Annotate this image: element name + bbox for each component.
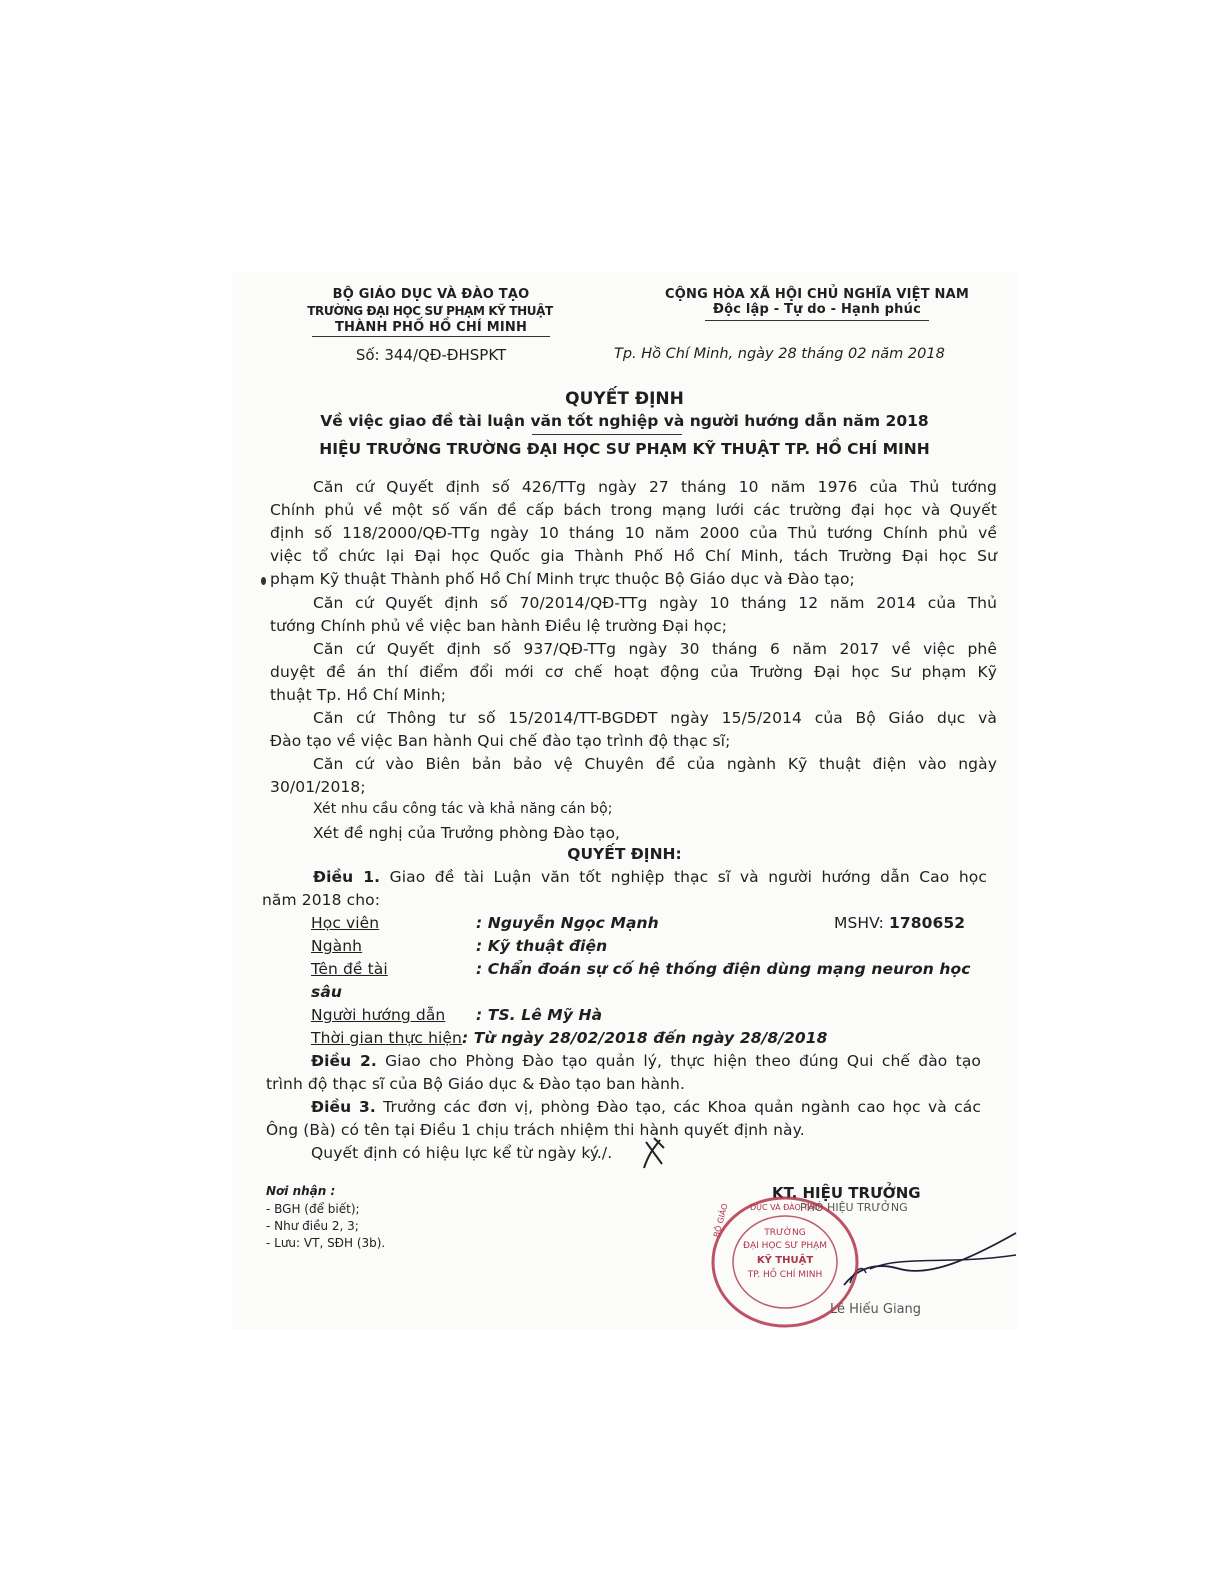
topic-label: Tên đề tài — [311, 960, 388, 978]
signature-role: KT. HIỆU TRƯỞNG — [772, 1184, 921, 1202]
article-3-line: Ông (Bà) có tên tại Điều 1 chịu trách nhiệm thi hành quyết định này. — [266, 1121, 805, 1139]
preamble-line: Căn cứ Thông tư số 15/2014/TT-BGDĐT ngày 15/5/2014 của Bộ Giáo dục và — [313, 709, 997, 727]
stamp-line: TP. HỒ CHÍ MINH — [747, 1270, 823, 1280]
advisor-label: Người hướng dẫn — [311, 1006, 446, 1024]
header-country: CỘNG HÒA XÃ HỘI CHỦ NGHĨA VIỆT NAM — [665, 287, 969, 302]
issuing-authority: HIỆU TRƯỞNG TRƯỜNG ĐẠI HỌC SƯ PHẠM KỸ THUẬT TP. HỒ CHÍ MINH — [319, 440, 930, 458]
topic-value: : Chẩn đoán sự cố hệ thống điện dùng mạng neuron học — [476, 960, 971, 978]
recipient-item: - Lưu: VT, SĐH (3b). — [266, 1236, 386, 1250]
stamp-ring-left: BỘ GIÁO — [712, 1202, 730, 1239]
preamble-line: 30/01/2018; — [270, 778, 366, 796]
decision-heading: QUYẾT ĐỊNH: — [567, 845, 682, 863]
preamble-line: tướng Chính phủ về việc ban hành Điều lệ trường Đại học; — [270, 617, 728, 635]
header-city: THÀNH PHỐ HỒ CHÍ MINH — [312, 320, 550, 337]
header-ministry: BỘ GIÁO DỤC VÀ ĐÀO TẠO — [332, 287, 530, 302]
recipient-item: - BGH (để biết); — [266, 1202, 360, 1216]
preamble-line: thuật Tp. Hồ Chí Minh; — [270, 686, 447, 704]
preamble-line: Chính phủ về một số vấn đề cấp bách trong mạng lưới các trường đại học và Quyết — [270, 501, 997, 519]
major-value: : Kỹ thuật điện — [476, 937, 608, 955]
article-3-label: Điều 3. — [311, 1098, 376, 1116]
preamble-line: Căn cứ vào Biên bản bảo vệ Chuyên đề của ngành Kỹ thuật điện vào ngày — [313, 755, 997, 773]
student-id-value: 1780652 — [888, 914, 966, 932]
recipient-item: - Như điều 2, 3; — [266, 1219, 359, 1233]
recipients-title: Nơi nhận : — [266, 1184, 336, 1198]
article-1-line — [313, 868, 987, 886]
preamble-line: duyệt đề án thí điểm đổi mới cơ chế hoạt động của Trường Đại học Sư phạm Kỹ — [270, 663, 997, 681]
advisor-value: : TS. Lê Mỹ Hà — [476, 1006, 603, 1024]
article-2-label: Điều 2. — [311, 1052, 377, 1070]
official-stamp — [708, 1194, 862, 1330]
student-id — [834, 914, 965, 932]
article-3-text: Trưởng các đơn vị, phòng Đào tạo, các Khoa quản ngành cao học và các — [375, 1098, 981, 1116]
initial-mark-icon — [640, 1134, 670, 1172]
period-label: Thời gian thực hiện — [311, 1029, 462, 1047]
major-label: Ngành — [311, 937, 363, 955]
preamble-line: định số 118/2000/QĐ-TTg ngày 10 tháng 10 năm 2000 của Thủ tướng Chính phủ về — [270, 524, 997, 542]
preamble-line: Căn cứ Quyết định số 426/TTg ngày 27 tháng 10 năm 1976 của Thủ tướng — [313, 478, 997, 496]
period-line — [311, 1029, 828, 1047]
margin-dot — [261, 577, 266, 585]
article-2-line — [311, 1052, 981, 1070]
signatory-name: Lê Hiếu Giang — [830, 1302, 922, 1317]
preamble-line: Căn cứ Quyết định số 70/2014/QĐ-TTg ngày 10 tháng 12 năm 2014 của Thủ — [313, 594, 997, 612]
preamble-line: Xét đề nghị của Trưởng phòng Đào tạo, — [313, 824, 621, 842]
preamble-line: Xét nhu cầu công tác và khả năng cán bộ; — [313, 801, 613, 817]
header-university: TRƯỜNG ĐẠI HỌC SƯ PHẠM KỸ THUẬT — [307, 304, 553, 318]
document-subject: Về việc giao đề tài luận văn tốt nghiệp và người hướng dẫn năm 2018 — [320, 412, 929, 430]
student-label: Học viên — [311, 914, 380, 932]
preamble-line: việc tổ chức lại Đại học Quốc gia Thành Phố Hồ Chí Minh, tách Trường Đại học Sư — [270, 547, 997, 565]
student-id-label: MSHV: — [834, 914, 889, 932]
preamble-line: Căn cứ Quyết định số 937/QĐ-TTg ngày 30 tháng 6 năm 2017 về việc phê — [313, 640, 997, 658]
subject-underline — [532, 434, 682, 435]
preamble-line: Đào tạo về việc Ban hành Qui chế đào tạo trình độ thạc sĩ; — [270, 732, 731, 750]
article-1-line: năm 2018 cho: — [262, 891, 381, 909]
stamp-line: TRƯỜNG — [764, 1228, 806, 1238]
signature-sub-role: PHÓ HIỆU TRƯỞNG — [800, 1201, 908, 1214]
decision-number: Số: 344/QĐ-ĐHSPKT — [355, 346, 507, 364]
article-3-line — [311, 1098, 981, 1116]
issue-date: Tp. Hồ Chí Minh, ngày 28 tháng 02 năm 2018 — [614, 346, 945, 362]
header-motto: Độc lập - Tự do - Hạnh phúc — [713, 302, 921, 317]
student-name: : Nguyễn Ngọc Mạnh — [476, 914, 659, 932]
stamp-line: ĐẠI HỌC SƯ PHẠM — [742, 1241, 828, 1251]
topic-value-cont: sâu — [311, 983, 343, 1001]
article-2-text: Giao cho Phòng Đào tạo quản lý, thực hiện theo đúng Qui chế đào tạo — [376, 1052, 981, 1070]
document-title: QUYẾT ĐỊNH — [565, 389, 684, 409]
period-value: : Từ ngày 28/02/2018 đến ngày 28/8/2018 — [461, 1029, 828, 1047]
effective-clause: Quyết định có hiệu lực kể từ ngày ký./. — [311, 1144, 613, 1162]
stamp-line: KỸ THUẬT — [756, 1255, 814, 1266]
signature-stroke-icon — [840, 1225, 1020, 1305]
preamble-line: phạm Kỹ thuật Thành phố Hồ Chí Minh trực thuộc Bộ Giáo dục và Đào tạo; — [270, 570, 855, 588]
motto-underline — [705, 320, 929, 321]
article-2-line: trình độ thạc sĩ của Bộ Giáo dục & Đào tạo ban hành. — [266, 1075, 685, 1093]
article-1-text: Giao đề tài Luận văn tốt nghiệp thạc sĩ và người hướng dẫn Cao học — [380, 868, 987, 886]
article-1-label: Điều 1. — [313, 868, 381, 886]
stamp-ring-top: DỤC VÀ ĐÀO TẠO — [749, 1203, 820, 1212]
